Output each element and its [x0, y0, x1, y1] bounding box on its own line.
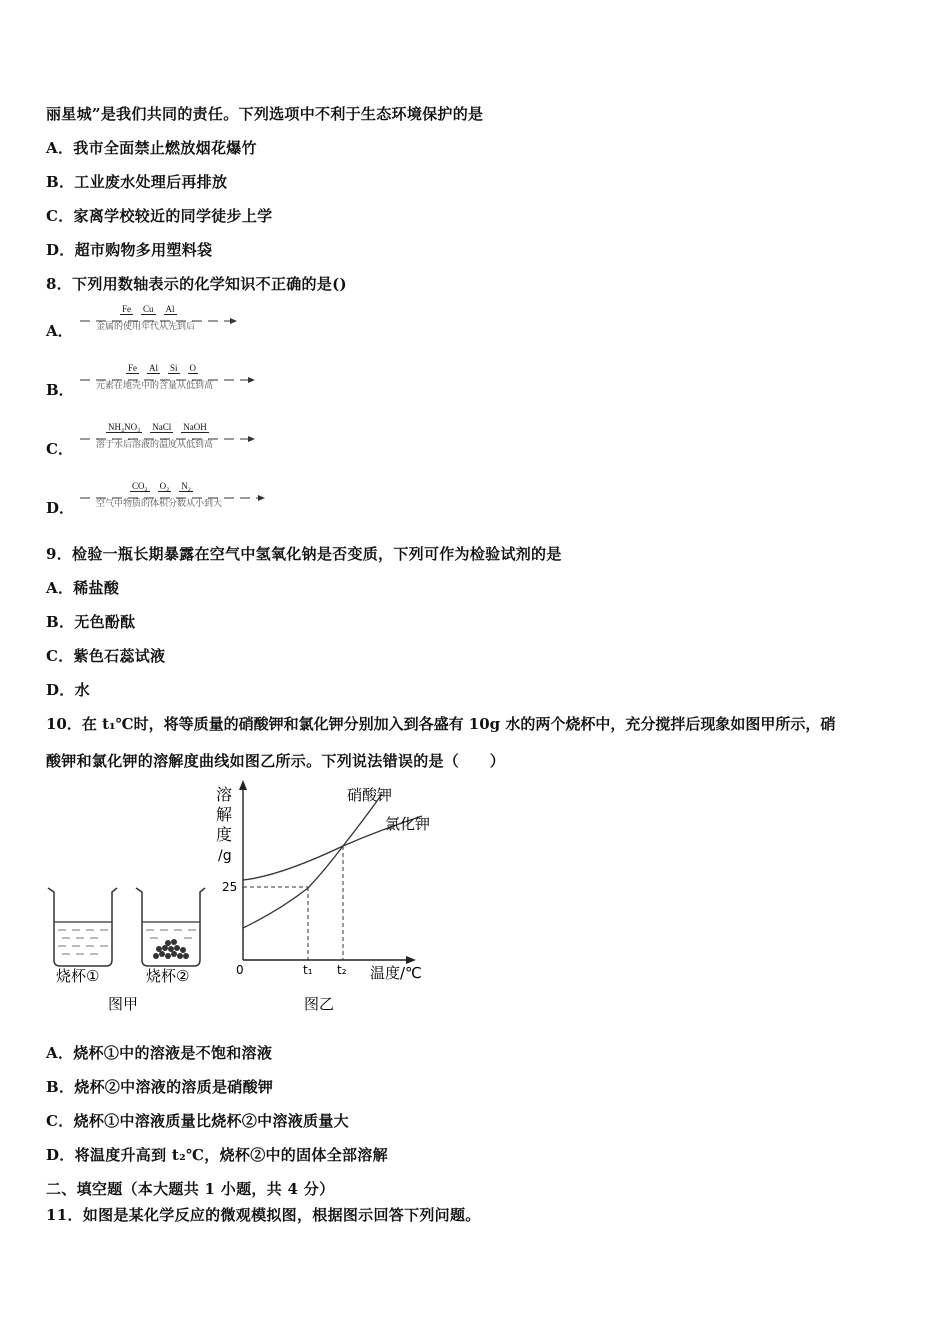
kcl-label: 氯化钾: [385, 815, 431, 833]
q8-option-d-axis: [80, 481, 270, 512]
q8-stem: 8．下列用数轴表示的化学知识不正确的是(): [46, 275, 347, 293]
axis-item: Al: [165, 304, 175, 314]
q10-option-d: D．将温度升高到 t₂℃，烧杯②中的固体全部溶解: [46, 1146, 388, 1164]
q10-stem-line1: 10．在 t₁℃时，将等质量的硝酸钾和氯化钾分别加入到各盛有 10g 水的两个烧杯中，充分搅拌后现象如图甲所示，硝: [46, 715, 836, 733]
kno3-curve: [243, 794, 382, 928]
ylabel-char-3: 度: [216, 825, 233, 844]
y-tick-25: 25: [222, 880, 238, 894]
xlabel: 温度/℃: [370, 964, 422, 982]
axis-item: CO₂: [132, 481, 148, 491]
q11-stem: 11．如图是某化学反应的微观模拟图，根据图示回答下列问题。: [46, 1206, 481, 1224]
q8-option-b-label: B．: [46, 381, 74, 399]
axis-item: NH₄NO₃: [108, 422, 141, 432]
q10-option-c: C．烧杯①中溶液质量比烧杯②中溶液质量大: [46, 1112, 349, 1130]
beaker-2: [136, 888, 205, 966]
q7-option-a: A．我市全面禁止燃放烟花爆竹: [46, 139, 257, 157]
axis-item: NaCl: [152, 422, 172, 432]
q7-option-b: B．工业废水处理后再排放: [46, 173, 228, 191]
q7-option-d: D．超市购物多用塑料袋: [46, 241, 213, 259]
q7-option-c: C．家离学校较近的同学徒步上学: [46, 207, 273, 225]
axis-item: O: [189, 363, 197, 373]
q8-option-a-label: A．: [46, 322, 73, 340]
q9-option-b: B．无色酚酞: [46, 613, 136, 631]
axis-caption: 金属的使用年代从先到后: [96, 322, 196, 332]
ylabel-char-2: 解: [216, 805, 233, 824]
section-heading: 二、填空题（本大题共 1 小题，共 4 分）: [46, 1180, 335, 1198]
figure-jia-caption: 图甲: [108, 995, 139, 1013]
kno3-label: 硝酸钾: [347, 786, 393, 804]
q8-option-d-label: D．: [46, 499, 75, 517]
beaker-1-label: 烧杯①: [56, 967, 100, 985]
origin-label: 0: [236, 963, 244, 977]
q8-option-c-label: C．: [46, 440, 73, 458]
axis-caption: 空气中物质的体积分数从小到大: [96, 499, 223, 509]
x-tick-t1: t₁: [303, 963, 313, 977]
axis-item: Al: [149, 363, 158, 373]
beaker-1: [48, 888, 117, 966]
axis-item: N₂: [181, 481, 191, 491]
figure-yi-caption: 图乙: [304, 995, 335, 1013]
x-tick-t2: t₂: [337, 963, 347, 977]
axis-item: Fe: [128, 363, 137, 373]
q10-option-b: B．烧杯②中溶液的溶质是硝酸钾: [46, 1078, 274, 1096]
axis-item: O₂: [159, 481, 170, 491]
ylabel-unit: /g: [218, 848, 232, 864]
axis-item: NaOH: [183, 422, 207, 432]
beaker-2-label: 烧杯②: [146, 967, 190, 985]
axis-item: Fe: [122, 304, 131, 314]
q10-stem-line2: 酸钾和氯化钾的溶解度曲线如图乙所示。下列说法错误的是（ ）: [46, 752, 506, 770]
q9-option-a: A．稀盐酸: [46, 579, 120, 597]
q9-stem: 9．检验一瓶长期暴露在空气中氢氧化钠是否变质，下列可作为检验试剂的是: [46, 545, 562, 563]
solubility-graph: [239, 780, 422, 964]
solubility-figure: [40, 780, 440, 1020]
q10-option-a: A．烧杯①中的溶液是不饱和溶液: [46, 1044, 273, 1062]
q8-option-b-axis: [80, 363, 270, 394]
axis-item: Si: [170, 363, 178, 373]
q8-option-c-axis: [80, 422, 270, 453]
ylabel-char-1: 溶: [216, 785, 233, 804]
axis-caption: 溶于水后溶液的温度从低到高: [96, 440, 214, 450]
axis-caption: 元素在地壳中的含量从低到高: [96, 381, 214, 391]
q7-stem: 丽星城”是我们共同的责任。下列选项中不利于生态环境保护的是: [46, 105, 484, 123]
axis-item: Cu: [143, 304, 154, 314]
q9-option-c: C．紫色石蕊试液: [46, 647, 166, 665]
q8-option-a-axis: [80, 304, 270, 335]
q9-option-d: D．水: [46, 681, 90, 699]
